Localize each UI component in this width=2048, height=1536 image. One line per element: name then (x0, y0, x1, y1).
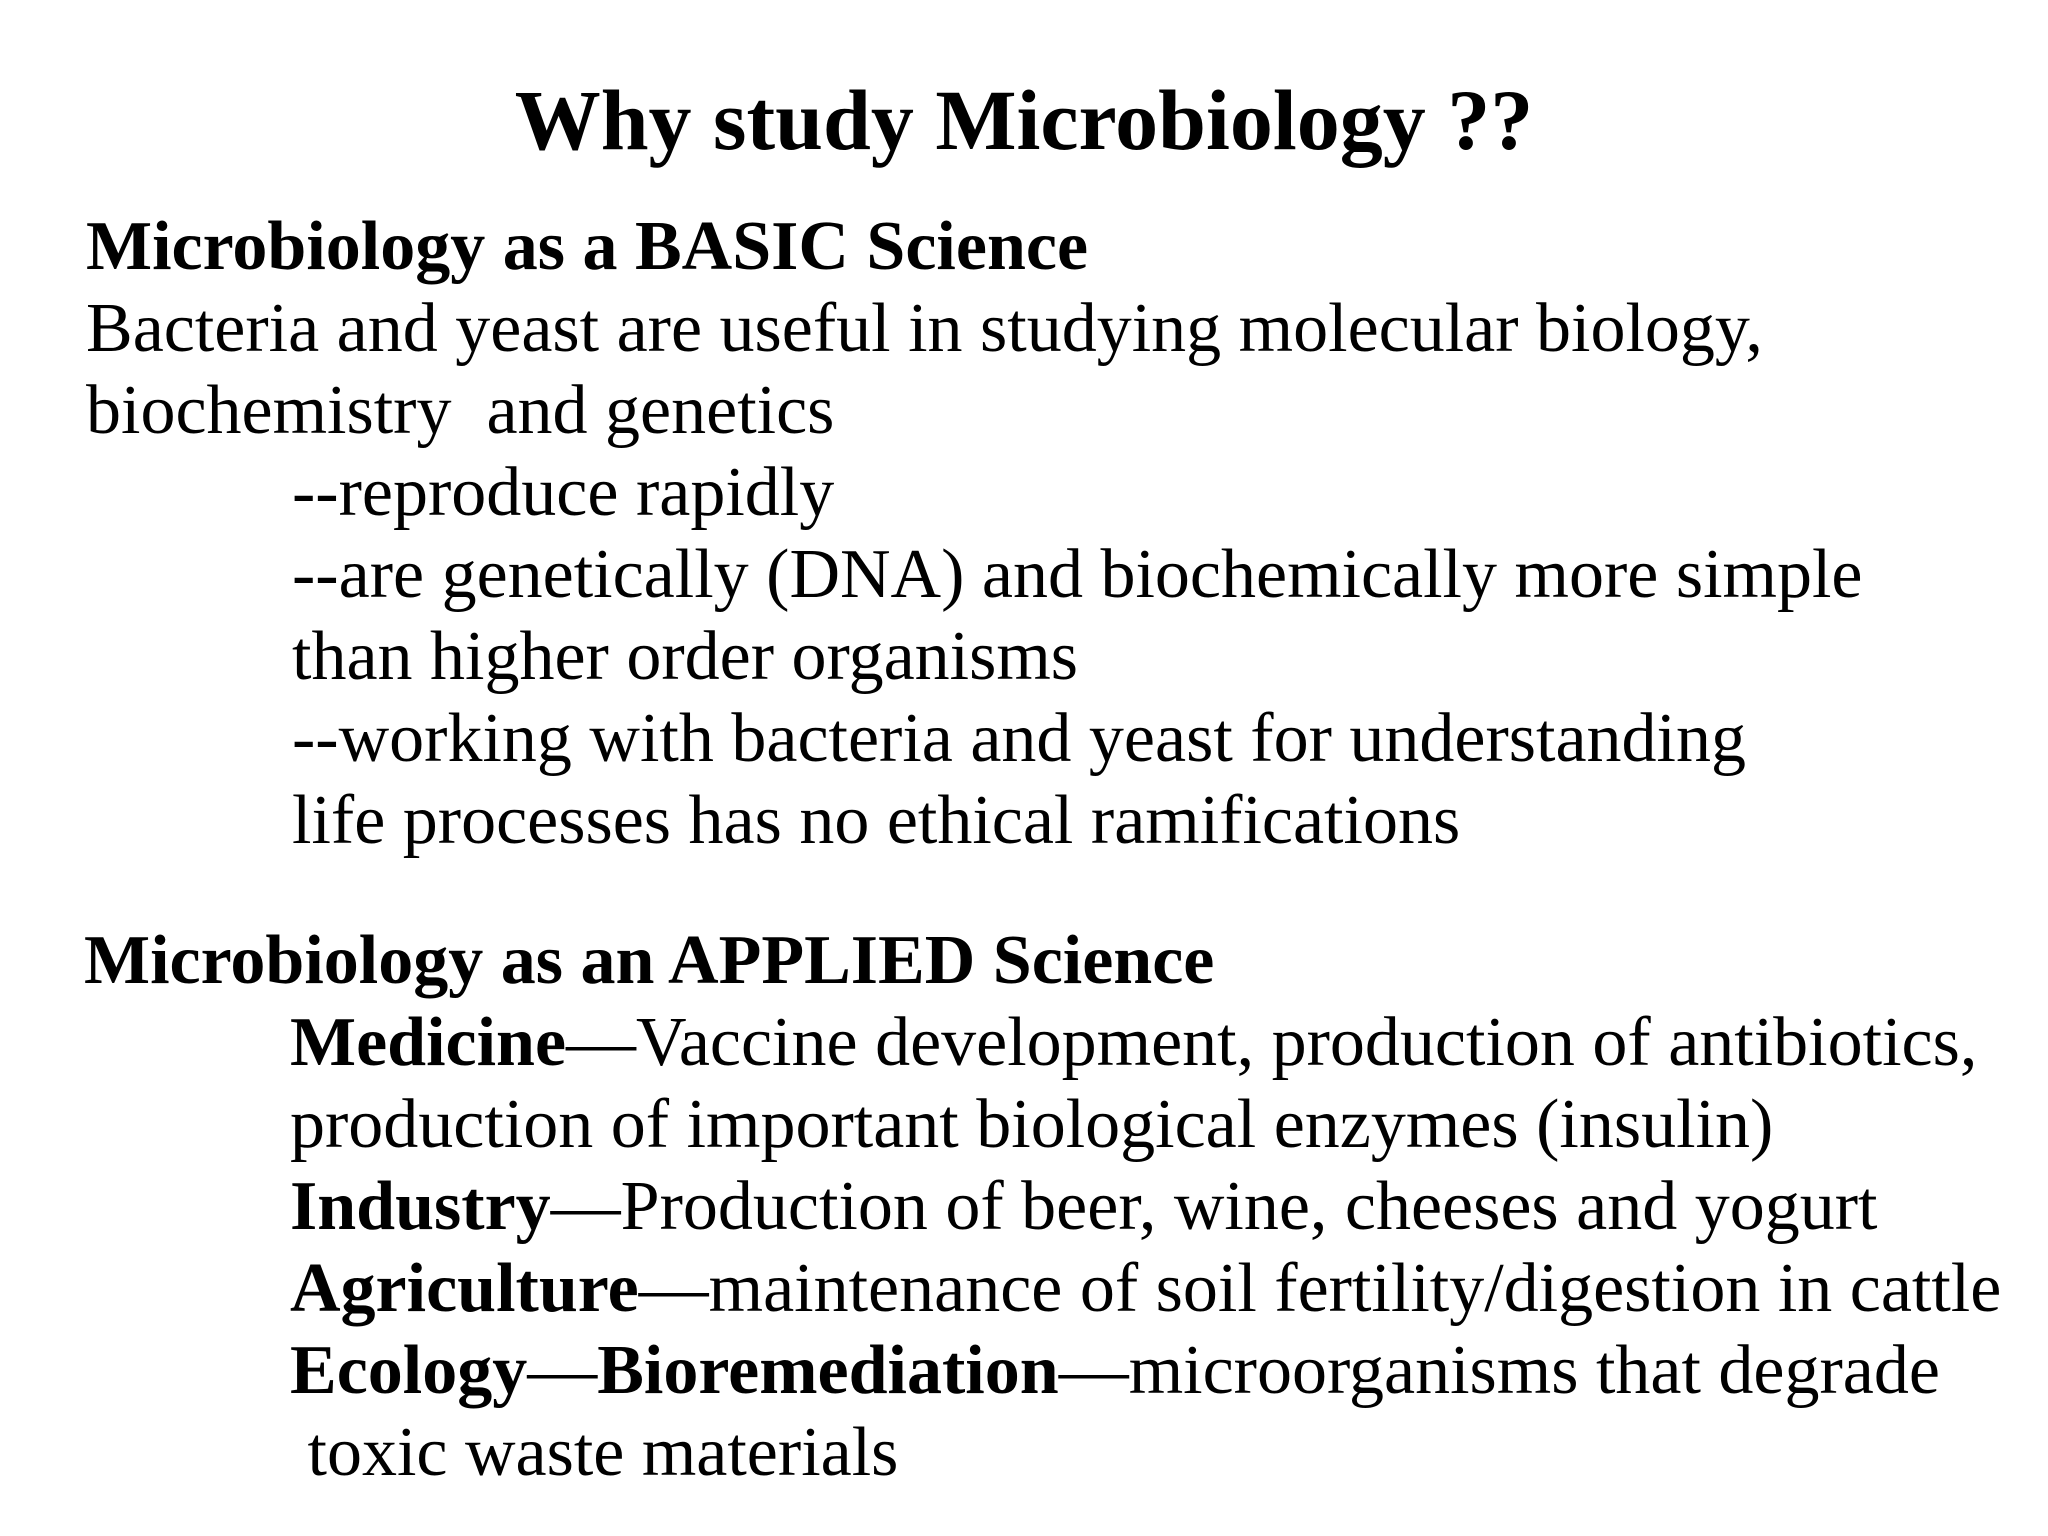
applied-ecology-line-2: toxic waste materials (290, 1414, 899, 1491)
applied-medicine-line-1 (290, 1002, 1977, 1084)
medicine-term: Medicine (290, 1004, 567, 1081)
applied-ecology-line-1 (290, 1330, 1940, 1412)
applied-science-heading: Microbiology as an APPLIED Science (84, 922, 1215, 999)
industry-text: Production of beer, wine, cheeses and yogurt (620, 1168, 1878, 1245)
industry-dash: — (550, 1168, 621, 1245)
medicine-dash: — (566, 1004, 637, 1081)
ecology-dash-1: — (527, 1332, 598, 1409)
basic-point-2-line-1: --are genetically (DNA) and biochemically more simple (292, 536, 1863, 613)
industry-term: Industry (290, 1168, 551, 1245)
basic-science-heading: Microbiology as a BASIC Science (86, 208, 1089, 285)
agriculture-text: maintenance of soil fertility/digestion in cattle (708, 1250, 2002, 1327)
slide-title: Why study Microbiology ?? (514, 72, 1534, 168)
applied-agriculture-line (290, 1248, 2001, 1330)
basic-point-1: --reproduce rapidly (292, 454, 835, 531)
basic-point-2-line-2: than higher order organisms (292, 618, 1079, 695)
agriculture-term: Agriculture (290, 1250, 639, 1327)
ecology-dash-2: — (1058, 1332, 1129, 1409)
basic-point-3-line-1: --working with bacteria and yeast for understanding (292, 700, 1746, 777)
medicine-text-line-1: Vaccine development, production of antibiotics, (636, 1004, 1978, 1081)
applied-industry-line (290, 1166, 1877, 1248)
bioremediation-term: Bioremediation (597, 1332, 1059, 1409)
basic-intro-line-2: biochemistry and genetics (86, 372, 835, 449)
applied-medicine-line-2: production of important biological enzymes (insulin) (290, 1086, 1774, 1163)
ecology-term: Ecology (290, 1332, 528, 1409)
basic-intro-line-1: Bacteria and yeast are useful in studying molecular biology, (86, 290, 1763, 367)
ecology-text-line-1: microorganisms that degrade (1128, 1332, 1940, 1409)
agriculture-dash: — (638, 1250, 709, 1327)
basic-point-3-line-2: life processes has no ethical ramifications (292, 782, 1461, 859)
